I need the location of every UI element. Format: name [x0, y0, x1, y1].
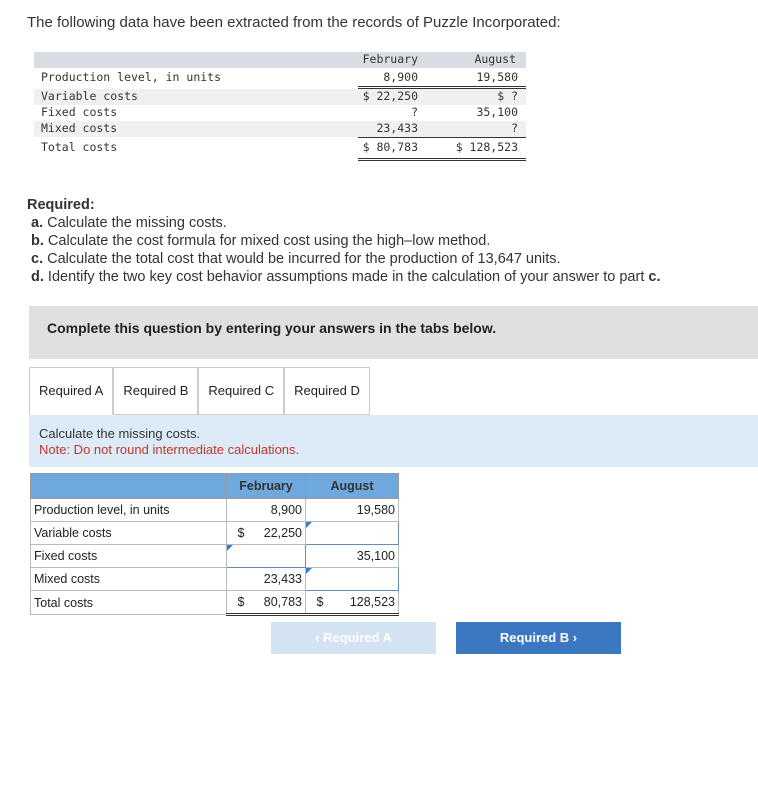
next-label: Required B: [499, 630, 570, 645]
instruction-text: Calculate the missing costs.: [39, 426, 201, 441]
tab-required-c[interactable]: Required C: [198, 367, 284, 415]
cell: 23,433: [227, 568, 306, 591]
currency: $: [227, 522, 256, 545]
row-label: Mixed costs: [31, 568, 227, 591]
row-label: Variable costs: [31, 522, 227, 545]
col-aug: August: [306, 474, 399, 499]
fixed-costs-february-input[interactable]: [227, 545, 306, 568]
instructions-banner: [29, 306, 758, 359]
cell: $ ?: [497, 89, 518, 103]
instruction-box: [29, 415, 758, 467]
tab-required-b[interactable]: Required B: [113, 367, 198, 415]
item-letter: b.: [31, 233, 44, 249]
tab-bar: [29, 367, 370, 415]
currency: $: [227, 591, 256, 615]
mixed-costs-august-input[interactable]: [306, 568, 399, 591]
variable-costs-august-input[interactable]: [306, 522, 399, 545]
item-text: Calculate the cost formula for mixed cost using the high–low method.: [43, 233, 491, 249]
row-label: Variable costs: [41, 89, 138, 103]
item-letter: d.: [31, 269, 44, 285]
item-letter: a.: [31, 215, 44, 231]
cell: 8,900: [383, 70, 418, 84]
col-feb: February: [227, 474, 306, 499]
cell: 35,100: [476, 105, 518, 119]
row-label: Fixed costs: [31, 545, 227, 568]
cell: 22,250: [255, 522, 306, 545]
chevron-left-icon: ‹: [315, 630, 324, 645]
item-tail: c.: [648, 269, 661, 285]
note-text: Note: Do not round intermediate calculations.: [39, 442, 300, 457]
prev-label: Required A: [323, 630, 392, 645]
required-title: Required:: [27, 197, 95, 213]
row-label: Total costs: [41, 140, 118, 154]
tab-required-a[interactable]: Required A: [29, 367, 113, 415]
item-text: Identify the two key cost behavior assumptions made in the calculation of your answer to part: [43, 269, 649, 285]
cell: ?: [511, 121, 518, 135]
intro-text: The following data have been extracted from the records of Puzzle Incorporated:: [27, 14, 561, 31]
item-letter: c.: [31, 251, 44, 267]
item-text: Calculate the missing costs.: [43, 215, 227, 231]
row-label: Production level, in units: [41, 70, 222, 84]
next-required-b-button[interactable]: [456, 622, 621, 654]
col-feb: February: [362, 52, 418, 66]
currency: $: [306, 591, 335, 615]
cell: 35,100: [306, 545, 399, 568]
chevron-right-icon: ›: [569, 630, 578, 645]
cell: 19,580: [306, 499, 399, 522]
item-text: Calculate the total cost that would be incurred for the production of 13,647 units.: [43, 251, 561, 267]
banner-text: Complete this question by entering your answers in the tabs below.: [47, 320, 497, 336]
row-label: Production level, in units: [31, 499, 227, 522]
cell: $ 22,250: [362, 89, 418, 103]
cell: $ 80,783: [362, 140, 418, 154]
cell: 80,783: [255, 591, 306, 615]
row-label: Mixed costs: [41, 121, 118, 135]
row-label: Total costs: [31, 591, 227, 615]
cell: $ 128,523: [455, 140, 518, 154]
tab-required-d[interactable]: Required D: [284, 367, 370, 415]
answer-table: [30, 473, 399, 616]
cell: 23,433: [376, 121, 418, 135]
cell: ?: [411, 105, 418, 119]
cell: 19,580: [476, 70, 518, 84]
required-section: [27, 196, 660, 286]
given-data-table: [34, 52, 526, 160]
prev-required-a-button[interactable]: [271, 622, 436, 654]
cell: 128,523: [334, 591, 399, 615]
col-aug: August: [474, 52, 516, 66]
cell: 8,900: [227, 499, 306, 522]
row-label: Fixed costs: [41, 105, 118, 119]
